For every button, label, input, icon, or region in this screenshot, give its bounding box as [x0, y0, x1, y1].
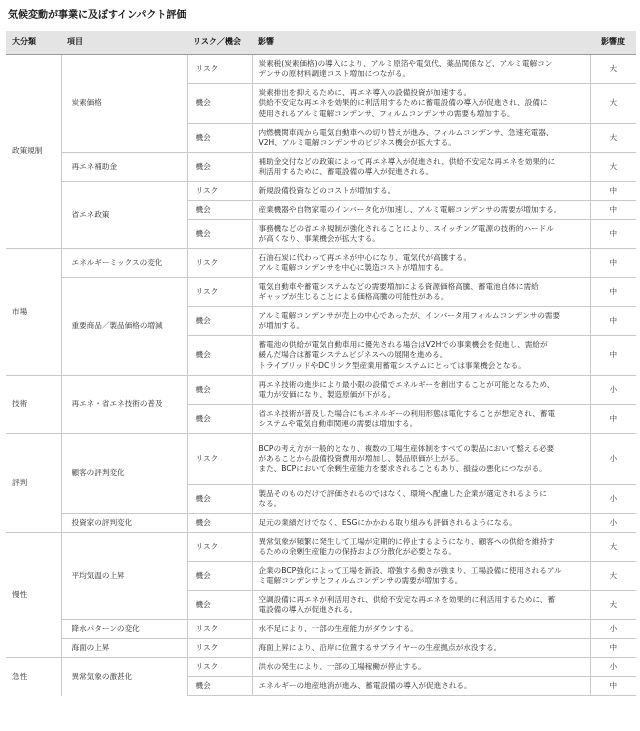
table-row [6, 639, 636, 658]
risk-opportunity-cell: 機会 [187, 562, 252, 591]
risk-opportunity-cell: リスク [187, 639, 252, 658]
table-row [6, 376, 636, 405]
impact-cell [252, 677, 590, 696]
risk-opportunity-cell: 機会 [187, 514, 252, 533]
degree-cell: 大 [590, 84, 636, 124]
risk-opportunity-cell: リスク [187, 658, 252, 677]
impact-line: エネルギーの地産地消が進み、蓄電設備の導入が促進される。 [258, 680, 472, 690]
degree-cell: 中 [590, 278, 636, 307]
impact-line: なる。 [258, 499, 282, 508]
degree-cell: 中 [590, 182, 636, 201]
header-risk-opportunity: リスク／機会 [187, 31, 252, 55]
risk-opportunity-cell: 機会 [187, 201, 252, 220]
impact-cell [252, 55, 590, 84]
impact-cell [252, 533, 590, 562]
impact-line: が増加する。 [258, 321, 305, 330]
table-body [6, 55, 636, 696]
impact-line: 産業機器や自物家電のインバータ化が加速し、アルミ電解コンデンサの需要が増加する。 [258, 204, 562, 214]
impact-cell [252, 336, 590, 376]
degree-cell: 大 [590, 562, 636, 591]
category-cell: 市場 [6, 249, 61, 376]
item-cell: 投資家の評判変化 [61, 514, 187, 533]
impact-line: BCPの考え方が一般的となり、複数の工場生産体制をすべての製品において整える必要 [258, 443, 555, 453]
degree-cell: 小 [590, 658, 636, 677]
item-cell: 降水パターンの変化 [61, 620, 187, 639]
risk-opportunity-cell: 機会 [187, 124, 252, 153]
risk-opportunity-cell: 機会 [187, 485, 252, 514]
impact-line: 電気自動車や蓄電システムなどの需要増加による資源価格高騰、蓄電池自体に需給 [258, 281, 539, 291]
category-cell: 政策規制 [6, 55, 61, 249]
impact-line: 電設備の導入が促進される。 [258, 605, 358, 614]
table-row [6, 620, 636, 639]
impact-line: V2H、アルミ電解コンデンサのビジネス機会が拡大する。 [258, 138, 456, 147]
degree-cell: 小 [590, 620, 636, 639]
header-item: 項目 [61, 31, 187, 55]
impact-line: 海面上昇により、沿岸に位置するサプライヤーの生産拠点が水没する。 [258, 642, 502, 652]
impact-line: デンサの原材料調達コスト増加につながる。 [258, 69, 411, 78]
risk-opportunity-cell: リスク [187, 249, 252, 278]
impact-cell [252, 249, 590, 278]
item-cell: 異常気象の激甚化 [61, 658, 187, 696]
header-degree: 影響度 [590, 31, 636, 55]
item-cell: 再エネ・省エネ技術の普及 [61, 376, 187, 434]
degree-cell: 大 [590, 55, 636, 84]
risk-opportunity-cell: 機会 [187, 336, 252, 376]
degree-cell: 中 [590, 201, 636, 220]
impact-line: るための余剰生産能力の保持および分散化が必要となる。 [258, 547, 456, 556]
impact-line: 洪水の発生により、一部の工場稼働が停止する。 [258, 661, 426, 671]
degree-cell: 中 [590, 336, 636, 376]
impact-table-wrapper [6, 31, 636, 696]
impact-line: 補助金交付などの政策によって再エネ導入が促進され、供給不安定な再エネを効果的に [258, 156, 556, 166]
impact-line: また、BCPにおいて余剰生産能力を要求されることもあり、損益の悪化につながる。 [258, 464, 547, 473]
risk-opportunity-cell: リスク [187, 278, 252, 307]
impact-cell [252, 514, 590, 533]
impact-line: があることから設備投資費用が増加し、製品原価が上がる。 [258, 453, 464, 463]
category-cell: 技術 [6, 376, 61, 434]
impact-cell [252, 405, 590, 434]
item-cell: 省エネ政策 [61, 182, 187, 249]
impact-cell [252, 220, 590, 249]
table-row [6, 658, 636, 677]
impact-cell [252, 658, 590, 677]
impact-line: アルミ電解コンデンサを中心に製造コストが増加する。 [258, 263, 448, 272]
impact-line: 空調設備に再エネが利活用され、供給不安定な再エネを効果的に利活用するために、蓄 [258, 594, 556, 604]
impact-cell [252, 376, 590, 405]
risk-opportunity-cell: 機会 [187, 153, 252, 182]
degree-cell: 中 [590, 249, 636, 278]
impact-line: 異常気象が頻繁に発生して工場が定期的に停止するようになり、顧客への供給を維持す [258, 536, 555, 546]
impact-cell [252, 124, 590, 153]
risk-opportunity-cell: リスク [187, 434, 252, 485]
item-cell: 炭素価格 [61, 55, 187, 153]
impact-line: 再エネ技術の進歩により最小限の設備でエネルギーを創出することが可能となるため、 [258, 379, 555, 389]
header-category: 大分類 [6, 31, 61, 55]
impact-cell [252, 153, 590, 182]
risk-opportunity-cell: 機会 [187, 376, 252, 405]
table-row [6, 182, 636, 201]
table-row [6, 514, 636, 533]
risk-opportunity-cell: 機会 [187, 84, 252, 124]
impact-line: 供給不安定な再エネを効果的に利活用するために蓄電設備の導入が促進され、設備に [258, 98, 548, 108]
degree-cell: 中 [590, 677, 636, 696]
item-cell: エネルギーミックスの変化 [61, 249, 187, 278]
header-impact: 影響 [252, 31, 590, 55]
impact-line: 炭素排出を抑えるために、再エネ導入の設備投資が加速する。 [258, 88, 472, 98]
risk-opportunity-cell: リスク [187, 533, 252, 562]
impact-table [6, 31, 636, 696]
degree-cell: 中 [590, 220, 636, 249]
impact-line: 炭素税(炭素価格)の導入により、アルミ原箔や電気代、薬品関係など、アルミ電解コン [258, 58, 553, 68]
risk-opportunity-cell: リスク [187, 55, 252, 84]
impact-line: トライブリッドやDCリンク型産業用蓄電システムにとっては事業機会となる。 [258, 360, 526, 370]
impact-line: 足元の業績だけでなく、ESGにかかわる取り組みも評価されるようになる。 [258, 517, 517, 527]
impact-cell [252, 639, 590, 658]
impact-line: 省エネ技術が普及した場合にもエネルギーの利用形態は電化することが想定され、蓄電 [258, 408, 556, 418]
risk-opportunity-cell: 機会 [187, 220, 252, 249]
impact-cell [252, 84, 590, 124]
impact-cell [252, 182, 590, 201]
table-row [6, 278, 636, 307]
degree-cell: 小 [590, 485, 636, 514]
table-row [6, 55, 636, 84]
item-cell: 重要商品／製品価格の増減 [61, 278, 187, 376]
impact-line: ミ電解コンデンサとフィルムコンデンサの需要が増加する。 [258, 576, 463, 585]
table-row [6, 249, 636, 278]
impact-line: システムや電気自動車関連の需要は増加する。 [258, 419, 418, 428]
degree-cell: 大 [590, 591, 636, 620]
degree-cell: 中 [590, 639, 636, 658]
impact-cell [252, 278, 590, 307]
risk-opportunity-cell: 機会 [187, 405, 252, 434]
impact-line: 企業のBCP強化によって工場を新設、増強する動きが強まり、工場設備に使用されるアル [258, 565, 562, 575]
impact-cell [252, 485, 590, 514]
impact-line: 製品そのものだけで評価されるのではなく、環境へ配慮した企業が選定されるように [258, 488, 547, 498]
impact-line: 蓄電池の供給が電気自動車用に優先される場合はV2Hでの事業機会を促進し、需給が [258, 340, 548, 350]
impact-cell [252, 201, 590, 220]
impact-line: ギャップが生じることによる価格高騰の可能性がある。 [258, 292, 449, 301]
item-cell: 平均気温の上昇 [61, 533, 187, 620]
risk-opportunity-cell: 機会 [187, 591, 252, 620]
impact-cell [252, 620, 590, 639]
table-row [6, 533, 636, 562]
impact-line: 緩んだ場合は蓄電システムビジネスへの展開を進める。 [258, 350, 448, 360]
impact-line: 水不足により、一部の生産能力がダウンする。 [258, 623, 418, 633]
impact-line: 利活用するために、蓄電設備の導入が促進される。 [258, 167, 434, 176]
degree-cell: 大 [590, 533, 636, 562]
degree-cell: 大 [590, 153, 636, 182]
item-cell: 再エネ補助金 [61, 153, 187, 182]
table-row [6, 153, 636, 182]
risk-opportunity-cell: リスク [187, 182, 252, 201]
degree-cell: 小 [590, 514, 636, 533]
impact-line: 使用されるアルミ電解コンデンサ、フィルムコンデンサの需要も増加する。 [258, 108, 515, 118]
category-cell: 急性 [6, 658, 61, 696]
degree-cell: 中 [590, 405, 636, 434]
impact-line: 事務機などの省エネ規制が強化されることにより、スイッチング電源の技術的ハードル [258, 223, 554, 233]
impact-line: が高くなり、事業機会が拡大する。 [258, 234, 380, 243]
impact-line: 石油石炭に代わって再エネが中心になり、電気代が高騰する。 [258, 252, 472, 262]
item-cell: 顧客の評判変化 [61, 434, 187, 514]
item-cell: 海面の上昇 [61, 639, 187, 658]
impact-line: 新規設備投資などのコストが増加する。 [258, 185, 396, 195]
category-cell: 慢性 [6, 533, 61, 658]
degree-cell: 小 [590, 376, 636, 405]
degree-cell: 小 [590, 434, 636, 485]
impact-line: 電力が安価になり、製造原価が下がる。 [258, 390, 396, 399]
table-header-row [6, 31, 636, 55]
impact-cell [252, 562, 590, 591]
impact-cell [252, 591, 590, 620]
degree-cell: 中 [590, 307, 636, 336]
risk-opportunity-cell: リスク [187, 620, 252, 639]
impact-line: 内燃機関車両から電気自動車への切り替えが進み、フィルムコンデンサ、急速充電器、 [258, 127, 554, 137]
impact-cell [252, 307, 590, 336]
page-title: 気候変動が事業に及ぼすインパクト評価 [8, 10, 187, 21]
risk-opportunity-cell: 機会 [187, 307, 252, 336]
degree-cell: 大 [590, 124, 636, 153]
category-cell: 評判 [6, 434, 61, 533]
risk-opportunity-cell: 機会 [187, 677, 252, 696]
table-row [6, 434, 636, 485]
impact-cell [252, 434, 590, 485]
impact-line: アルミ電解コンデンサが売上の中心であったが、インバータ用フィルムコンデンサの需要 [258, 310, 561, 320]
